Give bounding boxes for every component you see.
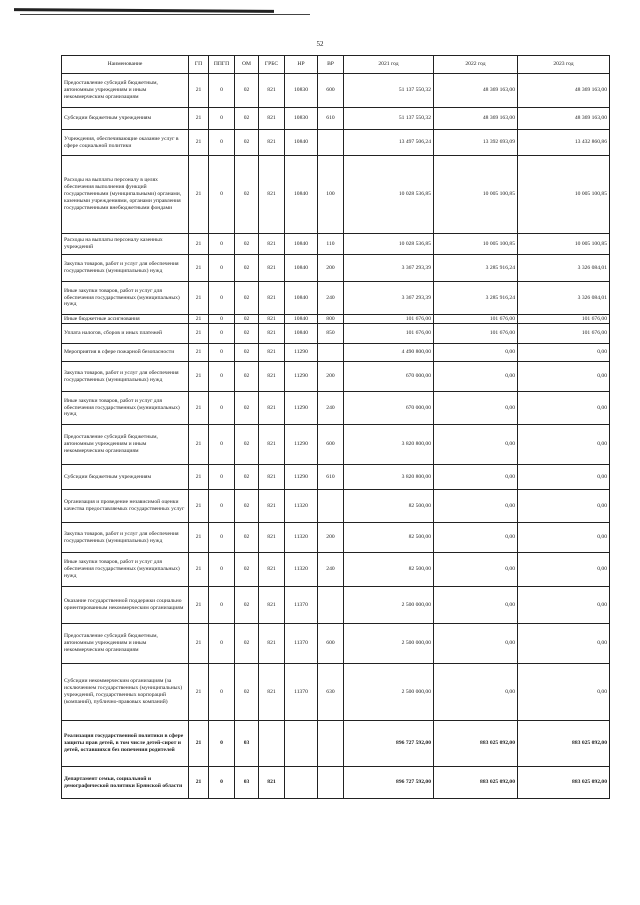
table-header-row: [62, 56, 610, 74]
row-gp: 21: [189, 721, 209, 767]
row-vr: [318, 130, 344, 156]
row-om: 02: [235, 344, 259, 362]
row-vr: 200: [318, 523, 344, 553]
row-vr: 610: [318, 108, 344, 130]
row-name: Учреждения, обеспечивающие оказание услуг в сфере социальной политики: [62, 130, 189, 156]
row-om: 03: [235, 767, 259, 799]
header-col-2023: 2023 год: [518, 56, 610, 74]
row-ppgp: 0: [209, 767, 235, 799]
row-name: Иные закупки товаров, работ и услуг для обеспечения государственных (муниципальных) нужд: [62, 282, 189, 315]
table-row: [62, 490, 610, 523]
row-2021: 896 727 592,00: [344, 767, 434, 799]
table-row: [62, 767, 610, 799]
row-grbs: 821: [259, 767, 285, 799]
table-row: [62, 553, 610, 587]
row-om: 02: [235, 587, 259, 624]
row-2023: 13 432 860,86: [518, 130, 610, 156]
row-grbs: 821: [259, 156, 285, 234]
row-ppgp: 0: [209, 523, 235, 553]
row-ppgp: 0: [209, 721, 235, 767]
row-2022: 883 025 092,00: [434, 767, 518, 799]
row-gp: 21: [189, 234, 209, 255]
row-gp: 21: [189, 156, 209, 234]
table-row: [62, 523, 610, 553]
header-col-grbs: ГРБС: [259, 56, 285, 74]
row-vr: 240: [318, 553, 344, 587]
row-2023: 10 005 100,85: [518, 156, 610, 234]
row-ppgp: 0: [209, 108, 235, 130]
row-om: 02: [235, 362, 259, 392]
row-om: 03: [235, 721, 259, 767]
row-gp: 21: [189, 324, 209, 344]
row-2021: 82 500,00: [344, 553, 434, 587]
row-vr: 110: [318, 234, 344, 255]
row-om: 02: [235, 108, 259, 130]
row-vr: 800: [318, 315, 344, 324]
table-row: [62, 108, 610, 130]
row-name: Реализация государственной политики в сфере защиты прав детей, в том числе детей-сирот и детей, оставшихся без попечения родителей: [62, 721, 189, 767]
row-grbs: 821: [259, 490, 285, 523]
row-2023: 3 326 084,01: [518, 282, 610, 315]
row-ppgp: 0: [209, 234, 235, 255]
row-vr: 600: [318, 425, 344, 465]
row-om: 02: [235, 255, 259, 282]
row-2023: 0,00: [518, 425, 610, 465]
row-nr: 10840: [285, 315, 318, 324]
row-2022: 0,00: [434, 490, 518, 523]
row-grbs: [259, 721, 285, 767]
row-vr: 600: [318, 74, 344, 108]
table-row: [62, 465, 610, 490]
header-col-2022: 2022 год: [434, 56, 518, 74]
row-2022: 48 369 163,00: [434, 74, 518, 108]
row-grbs: 821: [259, 553, 285, 587]
row-grbs: 821: [259, 108, 285, 130]
row-om: 02: [235, 234, 259, 255]
row-grbs: 821: [259, 587, 285, 624]
row-2022: 48 369 163,00: [434, 108, 518, 130]
row-nr: 11290: [285, 425, 318, 465]
row-ppgp: 0: [209, 362, 235, 392]
row-om: 02: [235, 465, 259, 490]
row-gp: 21: [189, 465, 209, 490]
header-col-nr: НР: [285, 56, 318, 74]
row-2023: 0,00: [518, 553, 610, 587]
row-name: Иные бюджетные ассигнования: [62, 315, 189, 324]
table-row: [62, 721, 610, 767]
row-gp: 21: [189, 664, 209, 721]
row-2022: 883 025 092,00: [434, 721, 518, 767]
row-2021: 10 028 536,85: [344, 234, 434, 255]
row-nr: 10830: [285, 74, 318, 108]
row-vr: [318, 344, 344, 362]
row-nr: 10840: [285, 282, 318, 315]
table-row: [62, 362, 610, 392]
row-ppgp: 0: [209, 315, 235, 324]
row-2021: 3 820 800,00: [344, 425, 434, 465]
row-2023: 0,00: [518, 362, 610, 392]
row-om: 02: [235, 523, 259, 553]
row-2023: 883 025 092,00: [518, 721, 610, 767]
row-name: Закупка товаров, работ и услуг для обеспечения государственных (муниципальных) нужд: [62, 523, 189, 553]
row-gp: 21: [189, 74, 209, 108]
row-ppgp: 0: [209, 664, 235, 721]
row-name: Иные закупки товаров, работ и услуг для обеспечения государственных (муниципальных) нужд: [62, 392, 189, 425]
row-om: 02: [235, 664, 259, 721]
page-number: 52: [316, 40, 324, 48]
row-2023: 3 326 084,01: [518, 255, 610, 282]
table-row: [62, 392, 610, 425]
row-name: Субсидии бюджетным учреждениям: [62, 108, 189, 130]
row-2023: 0,00: [518, 523, 610, 553]
header-col-gp: ГП: [189, 56, 209, 74]
row-2023: 0,00: [518, 624, 610, 664]
row-om: 02: [235, 315, 259, 324]
row-nr: 11320: [285, 553, 318, 587]
row-2021: 10 028 536,85: [344, 156, 434, 234]
row-om: 02: [235, 392, 259, 425]
row-2023: 101 676,00: [518, 324, 610, 344]
table-row: [62, 74, 610, 108]
row-2021: 896 727 592,00: [344, 721, 434, 767]
row-om: 02: [235, 282, 259, 315]
row-2021: 2 500 000,00: [344, 587, 434, 624]
row-vr: [318, 587, 344, 624]
row-nr: 11370: [285, 624, 318, 664]
row-2021: 2 500 000,00: [344, 624, 434, 664]
row-grbs: 821: [259, 344, 285, 362]
table-row: [62, 255, 610, 282]
table-row: [62, 156, 610, 234]
row-vr: 610: [318, 465, 344, 490]
row-vr: 850: [318, 324, 344, 344]
row-2023: 48 369 163,00: [518, 74, 610, 108]
row-om: 02: [235, 425, 259, 465]
table-body: [62, 74, 610, 799]
row-2021: 670 000,00: [344, 362, 434, 392]
row-2022: 3 285 916,24: [434, 282, 518, 315]
row-2023: 48 369 163,00: [518, 108, 610, 130]
row-2022: 0,00: [434, 392, 518, 425]
row-om: 02: [235, 490, 259, 523]
row-gp: 21: [189, 282, 209, 315]
row-2022: 0,00: [434, 624, 518, 664]
row-2023: 101 676,00: [518, 315, 610, 324]
row-nr: 11290: [285, 362, 318, 392]
row-name: Департамент семьи, социальной и демографической политики Брянской области: [62, 767, 189, 799]
row-ppgp: 0: [209, 324, 235, 344]
row-nr: 11370: [285, 664, 318, 721]
row-grbs: 821: [259, 315, 285, 324]
row-vr: 600: [318, 624, 344, 664]
row-2021: 13 497 506,24: [344, 130, 434, 156]
row-2023: 0,00: [518, 664, 610, 721]
row-gp: 21: [189, 392, 209, 425]
row-nr: 11320: [285, 523, 318, 553]
table-row: [62, 624, 610, 664]
row-gp: 21: [189, 315, 209, 324]
table-row: [62, 130, 610, 156]
row-grbs: 821: [259, 362, 285, 392]
row-2021: 82 500,00: [344, 523, 434, 553]
row-nr: 10840: [285, 156, 318, 234]
row-2023: 0,00: [518, 490, 610, 523]
row-2023: 10 005 100,85: [518, 234, 610, 255]
row-nr: 10840: [285, 234, 318, 255]
row-name: Закупка товаров, работ и услуг для обеспечения государственных (муниципальных) нужд: [62, 255, 189, 282]
row-2023: 0,00: [518, 587, 610, 624]
row-om: 02: [235, 553, 259, 587]
row-2021: 51 137 550,32: [344, 74, 434, 108]
row-2021: 2 500 000,00: [344, 664, 434, 721]
row-name: Субсидии некоммерческим организациям (за исключением государственных (муниципальных) учреждений, государственных корпораций (компаний), публично-правовых компаний): [62, 664, 189, 721]
row-vr: 240: [318, 282, 344, 315]
row-name: Предоставление субсидий бюджетным, автономным учреждениям и иным некоммерческим организациям: [62, 624, 189, 664]
row-vr: [318, 490, 344, 523]
header-col-om: ОМ: [235, 56, 259, 74]
row-ppgp: 0: [209, 282, 235, 315]
table-row: [62, 315, 610, 324]
row-grbs: 821: [259, 282, 285, 315]
row-2022: 10 005 100,85: [434, 234, 518, 255]
row-name: Предоставление субсидий бюджетным, автономным учреждениям и иным некоммерческим организациям: [62, 74, 189, 108]
row-2022: 0,00: [434, 664, 518, 721]
row-vr: 200: [318, 255, 344, 282]
row-vr: 100: [318, 156, 344, 234]
row-gp: 21: [189, 523, 209, 553]
row-gp: 21: [189, 344, 209, 362]
row-name: Закупка товаров, работ и услуг для обеспечения государственных (муниципальных) нужд: [62, 362, 189, 392]
table-row: [62, 664, 610, 721]
row-nr: 10840: [285, 130, 318, 156]
row-2023: 0,00: [518, 392, 610, 425]
row-vr: [318, 721, 344, 767]
row-2023: 883 025 092,00: [518, 767, 610, 799]
row-gp: 21: [189, 362, 209, 392]
row-om: 02: [235, 130, 259, 156]
row-gp: 21: [189, 425, 209, 465]
row-2022: 0,00: [434, 587, 518, 624]
row-nr: 11290: [285, 392, 318, 425]
row-ppgp: 0: [209, 425, 235, 465]
row-gp: 21: [189, 108, 209, 130]
row-om: 02: [235, 324, 259, 344]
row-2021: 101 676,00: [344, 324, 434, 344]
row-2021: 3 367 293,39: [344, 282, 434, 315]
row-name: Мероприятия в сфере пожарной безопасности: [62, 344, 189, 362]
row-name: Предоставление субсидий бюджетным, автономным учреждениям и иным некоммерческим организациям: [62, 425, 189, 465]
table-row: [62, 344, 610, 362]
row-2021: 82 500,00: [344, 490, 434, 523]
row-gp: 21: [189, 624, 209, 664]
row-grbs: 821: [259, 324, 285, 344]
row-nr: 10840: [285, 324, 318, 344]
row-grbs: 821: [259, 255, 285, 282]
row-vr: 200: [318, 362, 344, 392]
row-name: Субсидии бюджетным учреждениям: [62, 465, 189, 490]
row-nr: 10830: [285, 108, 318, 130]
row-name: Организация и проведение независимой оценки качества предоставляемых государственных услуг: [62, 490, 189, 523]
row-gp: 21: [189, 767, 209, 799]
row-nr: 10840: [285, 255, 318, 282]
row-vr: 240: [318, 392, 344, 425]
row-2022: 0,00: [434, 362, 518, 392]
row-om: 02: [235, 156, 259, 234]
row-name: Иные закупки товаров, работ и услуг для обеспечения государственных (муниципальных) нужд: [62, 553, 189, 587]
row-grbs: 821: [259, 425, 285, 465]
row-name: Расходы на выплаты персоналу казенных учреждений: [62, 234, 189, 255]
header-col-name: Наименование: [62, 56, 189, 74]
row-grbs: 821: [259, 74, 285, 108]
table-row: [62, 282, 610, 315]
row-2022: 0,00: [434, 465, 518, 490]
row-ppgp: 0: [209, 255, 235, 282]
row-2022: 13 392 693,09: [434, 130, 518, 156]
row-2022: 101 676,00: [434, 315, 518, 324]
row-gp: 21: [189, 490, 209, 523]
table-row: [62, 425, 610, 465]
table-row: [62, 324, 610, 344]
row-name: Уплата налогов, сборов и иных платежей: [62, 324, 189, 344]
row-2022: 0,00: [434, 344, 518, 362]
row-nr: 11370: [285, 587, 318, 624]
row-grbs: 821: [259, 130, 285, 156]
row-grbs: 821: [259, 234, 285, 255]
row-gp: 21: [189, 553, 209, 587]
row-2021: 3 820 800,00: [344, 465, 434, 490]
row-name: Расходы на выплаты персоналу в целях обеспечения выполнения функций государственными (муниципальными) органами, казенными учреждениями, органами управления государственными внебюджетными фондами: [62, 156, 189, 234]
table-row: [62, 234, 610, 255]
row-grbs: 821: [259, 664, 285, 721]
row-2023: 0,00: [518, 465, 610, 490]
row-nr: [285, 721, 318, 767]
row-nr: 11320: [285, 490, 318, 523]
row-2022: 0,00: [434, 553, 518, 587]
row-grbs: 821: [259, 523, 285, 553]
row-2023: 0,00: [518, 344, 610, 362]
row-grbs: 821: [259, 392, 285, 425]
row-name: Оказание государственной поддержки социально ориентированным некоммерческим организациям: [62, 587, 189, 624]
table-row: [62, 587, 610, 624]
row-ppgp: 0: [209, 74, 235, 108]
header-col-ppgp: ППГП: [209, 56, 235, 74]
row-ppgp: 0: [209, 490, 235, 523]
header-col-2021: 2021 год: [344, 56, 434, 74]
row-ppgp: 0: [209, 156, 235, 234]
row-2021: 4 490 800,00: [344, 344, 434, 362]
row-2021: 3 367 293,39: [344, 255, 434, 282]
row-grbs: 821: [259, 624, 285, 664]
row-vr: [318, 767, 344, 799]
row-ppgp: 0: [209, 130, 235, 156]
header-col-vr: ВР: [318, 56, 344, 74]
row-nr: [285, 767, 318, 799]
row-om: 02: [235, 624, 259, 664]
scan-mark-line: [20, 14, 310, 15]
row-gp: 21: [189, 587, 209, 624]
row-2022: 3 285 916,24: [434, 255, 518, 282]
row-ppgp: 0: [209, 392, 235, 425]
row-ppgp: 0: [209, 587, 235, 624]
row-ppgp: 0: [209, 465, 235, 490]
row-2021: 670 000,00: [344, 392, 434, 425]
row-nr: 11290: [285, 465, 318, 490]
row-2022: 0,00: [434, 425, 518, 465]
row-ppgp: 0: [209, 344, 235, 362]
row-vr: 630: [318, 664, 344, 721]
row-2022: 10 005 100,85: [434, 156, 518, 234]
row-grbs: 821: [259, 465, 285, 490]
row-2021: 101 676,00: [344, 315, 434, 324]
scan-mark-top: [14, 8, 274, 13]
row-om: 02: [235, 74, 259, 108]
row-2022: 0,00: [434, 523, 518, 553]
row-2022: 101 676,00: [434, 324, 518, 344]
budget-table: [61, 55, 610, 799]
row-gp: 21: [189, 130, 209, 156]
row-ppgp: 0: [209, 553, 235, 587]
row-ppgp: 0: [209, 624, 235, 664]
row-gp: 21: [189, 255, 209, 282]
row-nr: 11290: [285, 344, 318, 362]
row-2021: 51 137 550,32: [344, 108, 434, 130]
